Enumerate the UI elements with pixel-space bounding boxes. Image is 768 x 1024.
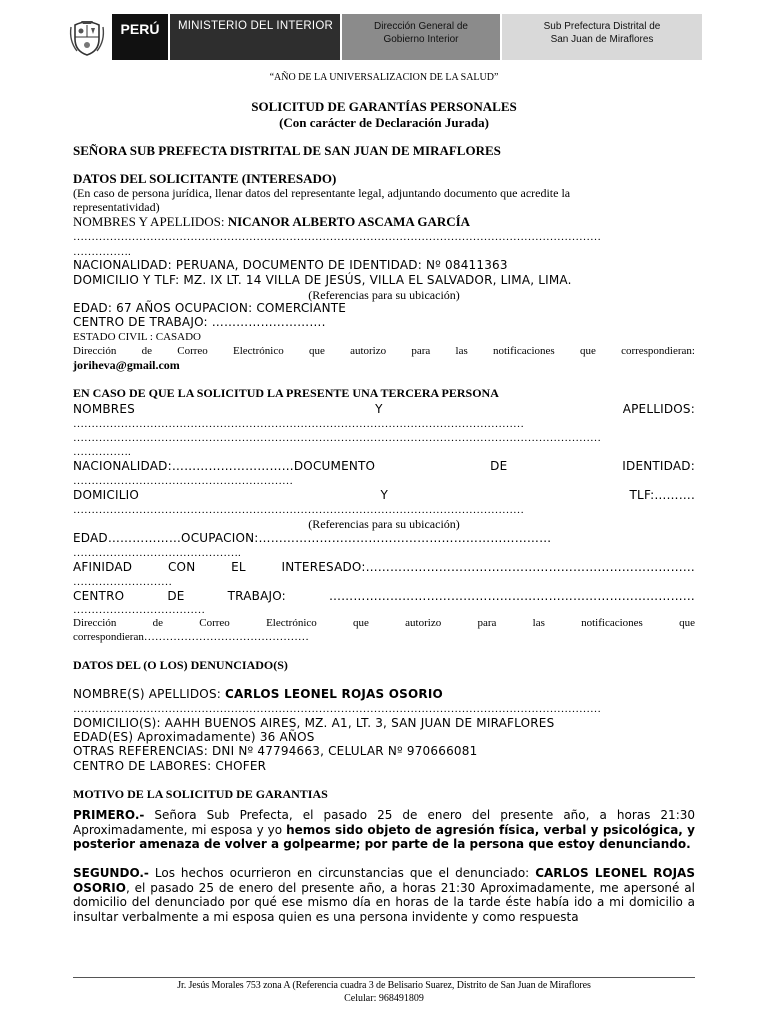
word: que <box>679 617 695 629</box>
footer-address: Jr. Jesús Morales 753 zona A (Referencia cuadra 3 de Belisario Suarez, Distrito de San Juan de Miraflores <box>177 980 591 991</box>
dotted-line: ……………………… <box>73 576 172 588</box>
applicant-age-occupation: EDAD: 67 AÑOS OCUPACION: COMERCIANTE <box>73 301 347 315</box>
applicant-note-line-1: (En caso de persona jurídica, llenar datos del representante legal, adjuntando documento que acredite la <box>73 186 571 200</box>
dotted-line: ……………………………………………………………………………………………………………………………… <box>73 231 601 243</box>
direction-label <box>342 14 502 60</box>
word: Electrónico <box>266 617 317 629</box>
word: DE <box>167 589 185 603</box>
first-bold-text: hemos sido objeto de agresión física, verbal y psicológica, y posterior amenaza de volver a golpearme; por parte de la persona que estoy denunciando. <box>73 822 696 851</box>
country-label: PERÚ <box>112 14 170 60</box>
word: IDENTIDAD: <box>622 459 695 473</box>
word: las <box>532 617 545 629</box>
subprefecture-line-1: Sub Prefectura Distrital de <box>543 21 661 32</box>
document-subtitle: (Con carácter de Declaración Jurada) <box>279 115 489 130</box>
word: autorizo <box>350 345 387 357</box>
dotted-line: ………………………………………. <box>73 547 241 559</box>
word: APELLIDOS: <box>622 402 695 416</box>
footer-phone: Celular: 968491809 <box>344 993 424 1004</box>
dotted-line: ……………. <box>73 446 131 458</box>
word: Dirección <box>73 617 117 629</box>
dotted-line: ……………………………… <box>73 604 205 616</box>
word: que <box>353 617 369 629</box>
word: TLF:………. <box>629 488 695 502</box>
applicant-address: DOMICILIO Y TLF: MZ. IX LT. 14 VILLA DE JESÚS, VILLA EL SALVADOR, LIMA, LIMA. <box>73 273 572 287</box>
word: CENTRO <box>73 589 125 603</box>
denounced-workplace: CENTRO DE LABORES: CHOFER <box>73 759 267 773</box>
second-bold-text: CARLOS LEONEL ROJAS OSORIO <box>73 866 695 895</box>
third-age-occupation: EDAD………………OCUPACION:……………………………………………………………… <box>73 531 552 545</box>
word: Y <box>380 488 389 502</box>
applicant-references: (Referencias para su ubicación) <box>308 288 460 302</box>
dotted-line: …………………………………………………………………………………………………………… <box>73 504 524 516</box>
word: Y <box>375 402 383 416</box>
third-names-row <box>73 402 695 416</box>
document-title: SOLICITUD DE GARANTÍAS PERSONALES <box>251 99 517 114</box>
third-affinity-row <box>73 560 695 574</box>
applicant-note-line-2: representatividad) <box>73 200 160 214</box>
denounced-name-value: CARLOS LEONEL ROJAS OSORIO <box>225 687 443 701</box>
first-label: PRIMERO.- <box>73 808 145 822</box>
word: notificaciones <box>493 345 555 357</box>
word: Dirección <box>73 345 117 357</box>
year-motto: “AÑO DE LA UNIVERSALIZACION DE LA SALUD” <box>269 72 499 83</box>
direction-line-2: Gobierno Interior <box>383 34 459 45</box>
applicant-email: joriheva@gmail.com <box>73 358 180 372</box>
denounced-age: EDAD(ES) Aproximadamente) 36 AÑOS <box>73 730 315 744</box>
dotted-line: …………………………………………………… <box>73 475 293 487</box>
applicant-email-line <box>73 345 695 357</box>
applicant-nationality: NACIONALIDAD: PERUANA, DOCUMENTO DE IDENTIDAD: Nº 08411363 <box>73 258 508 272</box>
applicant-civil-status: ESTADO CIVIL : CASADO <box>73 331 201 343</box>
second-label: SEGUNDO.- <box>73 866 149 880</box>
word: para <box>411 345 431 357</box>
word: EL <box>231 560 246 574</box>
motive-first-paragraph <box>73 808 695 852</box>
third-references: (Referencias para su ubicación) <box>308 517 460 531</box>
word: autorizo <box>405 617 442 629</box>
word: para <box>477 617 497 629</box>
third-nationality-row <box>73 459 695 473</box>
applicant-heading: DATOS DEL SOLICITANTE (INTERESADO) <box>73 171 337 186</box>
third-email-value: correspondieran……………………………………… <box>73 631 309 643</box>
ministry-label: MINISTERIO DEL INTERIOR <box>170 14 342 60</box>
third-workplace-row <box>73 589 695 603</box>
word: Correo <box>177 345 208 357</box>
denounced-name-label: NOMBRE(S) APELLIDOS: <box>73 687 226 701</box>
dotted-line: ……………. <box>73 246 131 258</box>
dotted-line: ……………………………………………………………………………………………………………………………… <box>73 703 601 715</box>
addressee: SEÑORA SUB PREFECTA DISTRITAL DE SAN JUAN DE MIRAFLORES <box>73 143 501 158</box>
word: INTERESADO:……………………………………………………………………… <box>281 560 695 574</box>
second-text-2: , el pasado 25 de enero del presente año, a horas 21:30 Aproximadamente, me apersoné al domicilio del denunciado por qué ese mismo día en horas de la tarde éste había ido a mi domicilio a insultar verbalmente a mi esposa quien es una persona invidente y como respuesta <box>73 880 695 924</box>
denounced-address: DOMICILIO(S): AAHH BUENOS AIRES, MZ. A1, LT. 3, SAN JUAN DE MIRAFLORES <box>73 716 555 730</box>
word: NACIONALIDAD:…………………………DOCUMENTO <box>73 459 376 473</box>
motive-second-paragraph <box>73 866 695 924</box>
word: las <box>455 345 468 357</box>
denounced-heading: DATOS DEL (O LOS) DENUNCIADO(S) <box>73 658 288 672</box>
word: AFINIDAD <box>73 560 133 574</box>
word: correspondieran: <box>621 345 695 357</box>
subprefecture-label <box>502 14 702 60</box>
word: DE <box>490 459 508 473</box>
denounced-other-references: OTRAS REFERENCIAS: DNI Nº 47794663, CELULAR Nº 970666081 <box>73 744 478 758</box>
applicant-name-label: NOMBRES Y APELLIDOS: <box>73 214 228 229</box>
subprefecture-line-2: San Juan de Miraflores <box>550 34 654 45</box>
denounced-name-row <box>73 687 443 701</box>
word: NOMBRES <box>73 402 135 416</box>
applicant-workplace: CENTRO DE TRABAJO: ………………………. <box>73 315 326 329</box>
word: DOMICILIO <box>73 488 139 502</box>
third-person-heading: EN CASO DE QUE LA SOLICITUD LA PRESENTE UNA TERCERA PERSONA <box>73 386 499 400</box>
direction-line-1: Dirección General de <box>374 21 468 32</box>
motive-heading: MOTIVO DE LA SOLICITUD DE GARANTIAS <box>73 787 328 801</box>
applicant-name-row <box>73 214 470 230</box>
second-text-1: Los hechos ocurrieron en circunstancias que el denunciado: <box>148 866 536 880</box>
word: de <box>141 345 152 357</box>
word: notificaciones <box>581 617 643 629</box>
word: de <box>152 617 164 629</box>
word: Correo <box>199 617 230 629</box>
word: que <box>579 345 596 357</box>
word: TRABAJO: <box>227 589 286 603</box>
dotted-line: ……………………………………………………………………………………………………………………………… <box>73 432 601 444</box>
dotted-line: …………………………………………………………………………………………………………… <box>73 418 524 430</box>
third-email-line <box>73 617 695 629</box>
word: CON <box>167 560 196 574</box>
first-text: Señora Sub Prefecta, el pasado 25 de enero del presente año, a horas 21:30 Aproximadamente, mi esposa y yo <box>73 808 695 837</box>
third-address-row <box>73 488 695 502</box>
word: ……………………………………………………………………………… <box>328 589 695 603</box>
applicant-name-value: NICANOR ALBERTO ASCAMA GARCÍA <box>227 214 471 229</box>
footer-divider <box>73 977 695 978</box>
coat-of-arms-icon <box>62 14 112 60</box>
header-band <box>62 14 704 60</box>
word: que <box>308 345 325 357</box>
word: Electrónico <box>233 345 284 357</box>
